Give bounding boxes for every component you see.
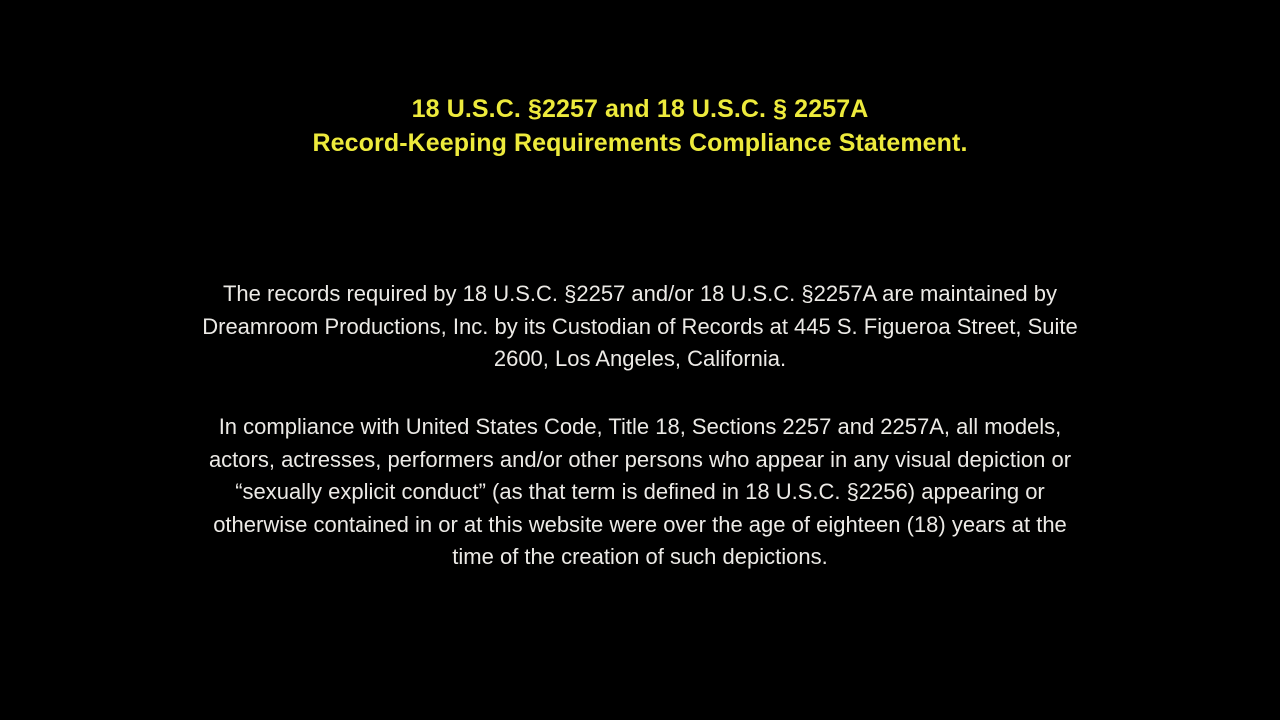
age-compliance-paragraph: In compliance with United States Code, Title 18, Sections 2257 and 2257A, all models, actors, actresses, performers and/or other persons who appear in any visual depiction or “sexually explicit conduct” (as that term is defined in 18 U.S.C. §2256) appearing or otherwise contained in or at this website were over the age of eighteen (18) years at the time of the creation of such depictions. bbox=[208, 414, 1072, 569]
records-custodian-paragraph: The records required by 18 U.S.C. §2257 and/or 18 U.S.C. §2257A are maintained by Dreamroom Productions, Inc. by its Custodian of Records at 445 S. Figueroa Street, Suite 2600, Los Angeles, California. bbox=[202, 281, 1078, 371]
page-title bbox=[0, 92, 1280, 160]
page-title-line-2: Record-Keeping Requirements Compliance Statement. bbox=[312, 129, 968, 157]
page-title-line-1: 18 U.S.C. §2257 and 18 U.S.C. § 2257A bbox=[411, 95, 869, 123]
